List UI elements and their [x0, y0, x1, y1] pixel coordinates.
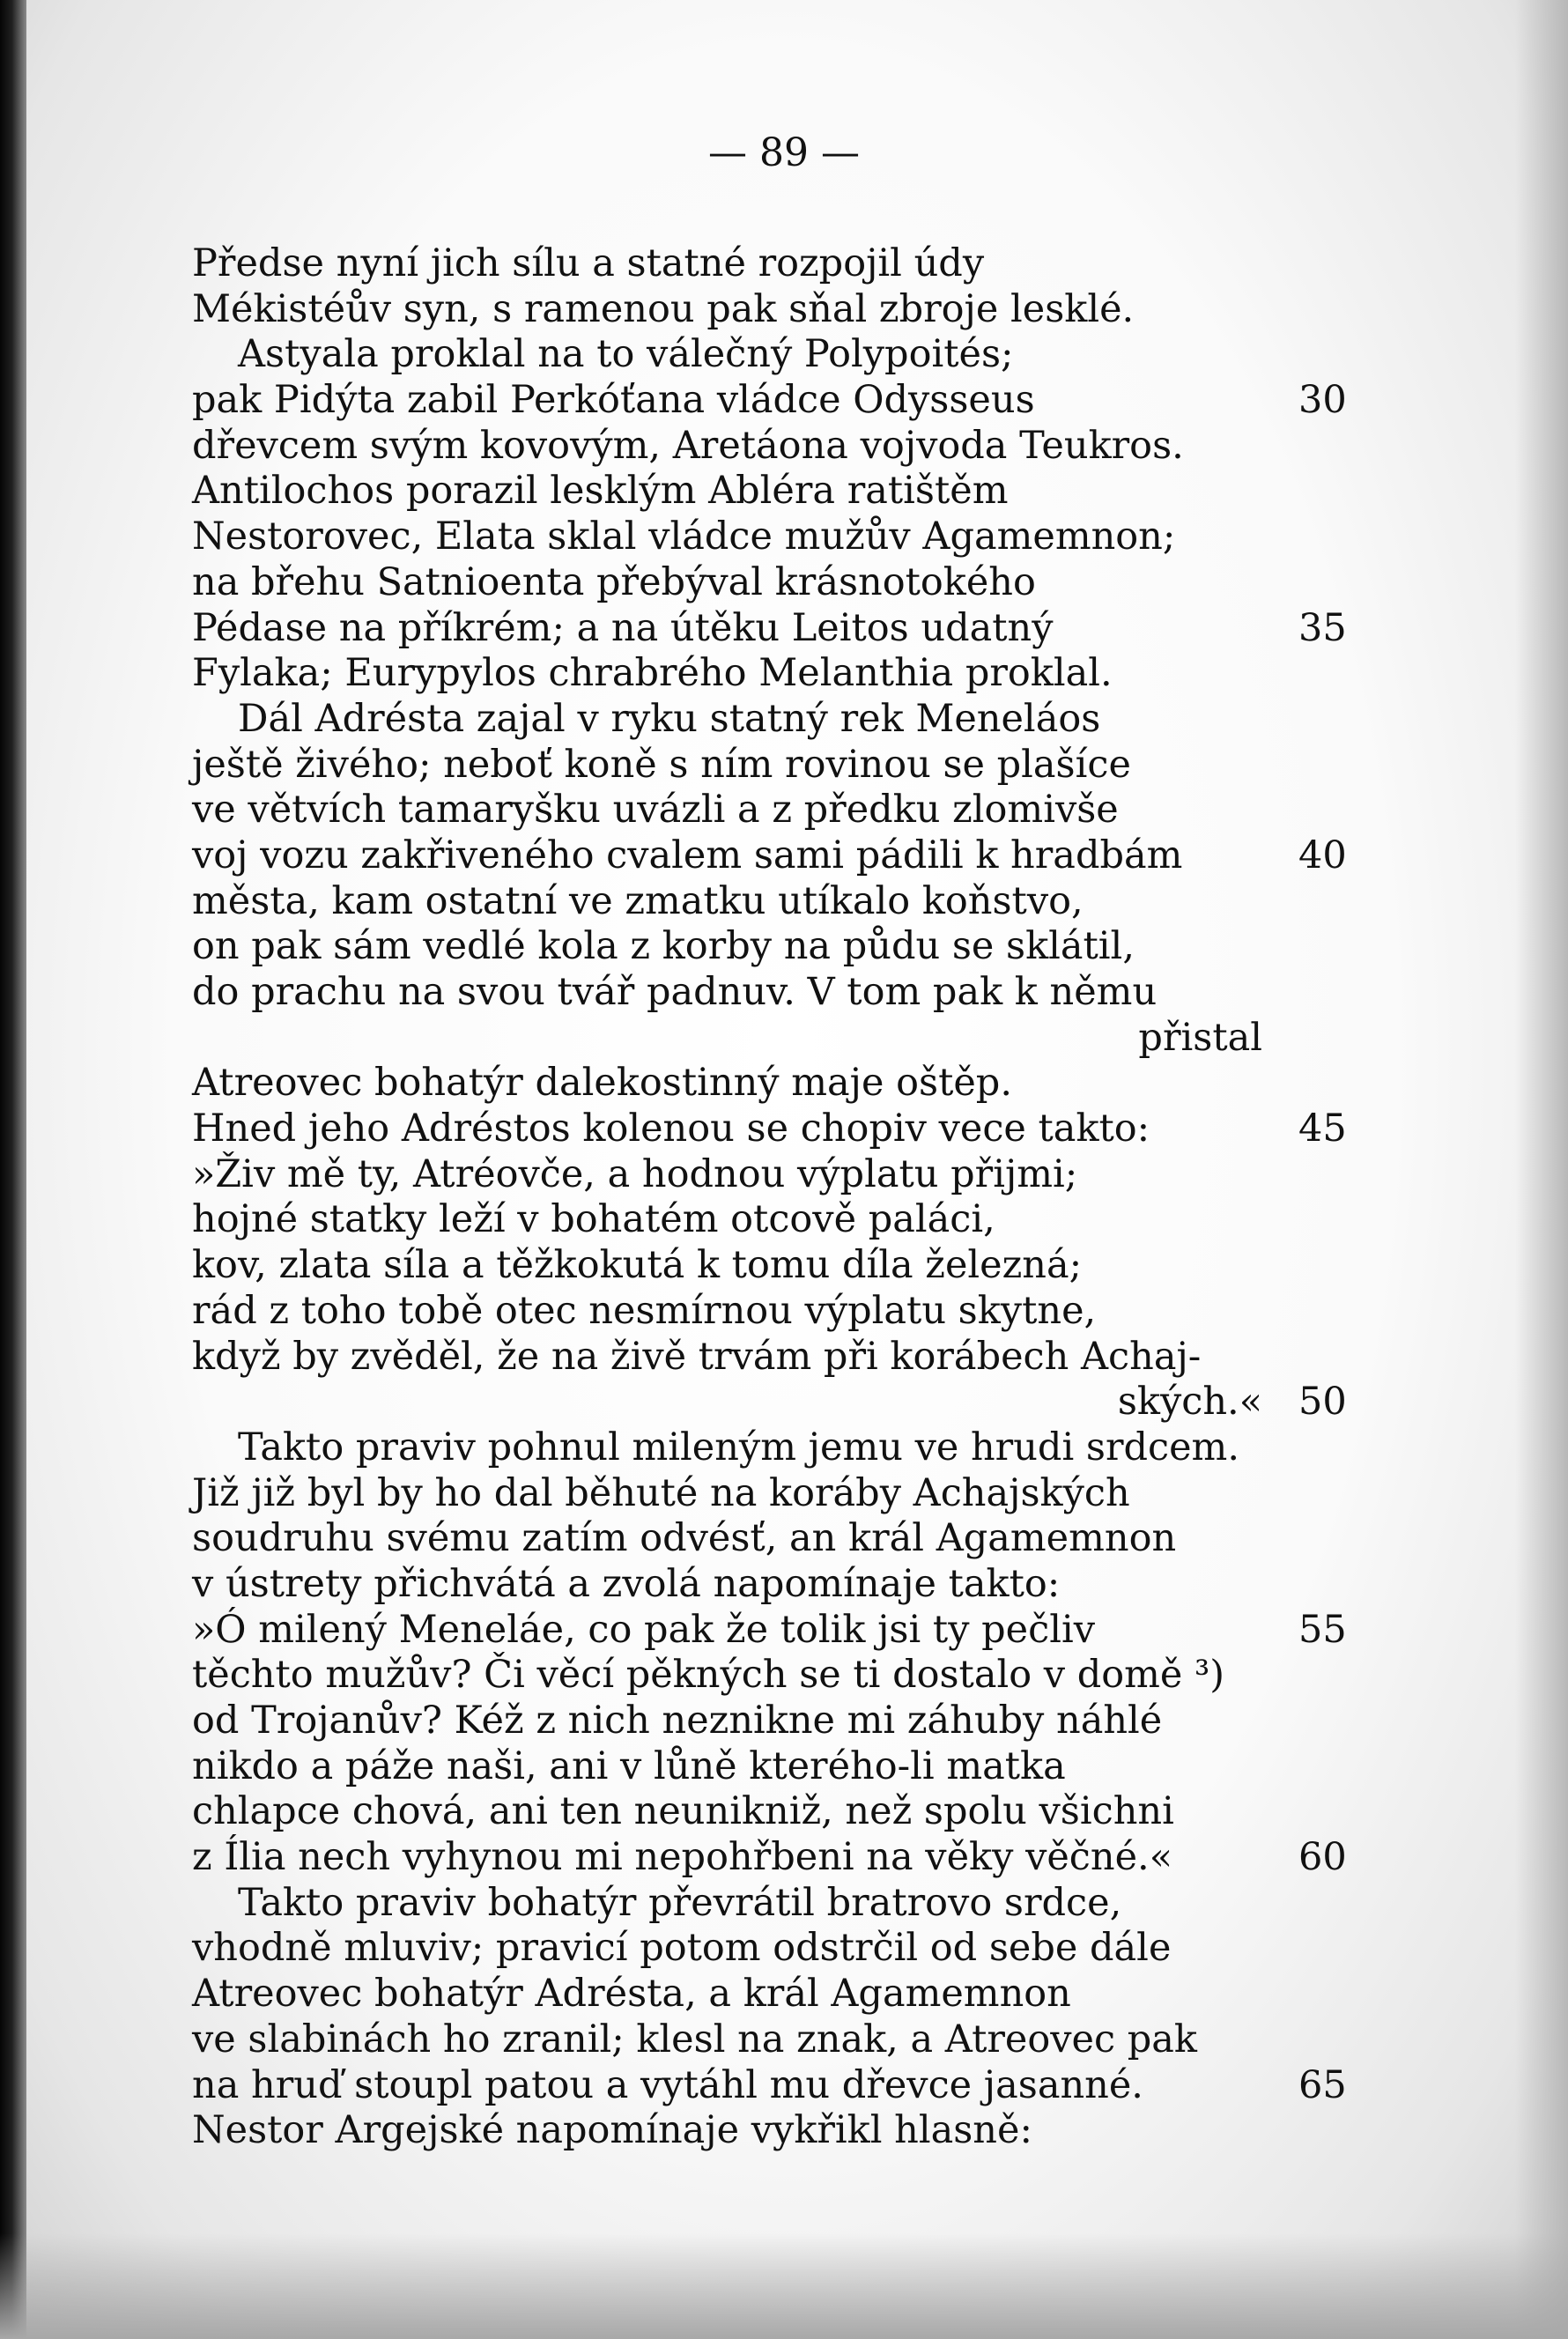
verse-line: dřevcem svým kovovým, Aretáona vojvoda Teukros. — [192, 423, 1184, 468]
page-edge-shading — [1515, 0, 1568, 2339]
verse-line: »Živ mě ty, Atréovče, a hodnou výplatu přijmi; — [192, 1151, 1078, 1196]
poem-text — [192, 241, 1364, 2154]
verse-line: města, kam ostatní ve zmatku utíkalo koňstvo, — [192, 878, 1084, 923]
verse-line: Nestorovec, Elata sklal vládce mužův Agamemnon; — [192, 514, 1176, 559]
verse-line: Takto praviv bohatýr převrátil bratrovo srdce, — [238, 1880, 1122, 1925]
verse-line: od Trojanův? Kéž z nich neznikne mi záhuby náhlé — [192, 1699, 1163, 1743]
verse-line: voj vozu zakřiveného cvalem sami pádili k hradbám 40 — [192, 833, 1347, 877]
verse-line: Takto praviv pohnul mileným jemu ve hrudi srdcem. — [238, 1425, 1240, 1469]
verse-line: nikdo a páže naši, ani v lůně kterého-li matka — [192, 1743, 1066, 1788]
verse-line: na břehu Satnioenta přebýval krásnotokého — [192, 559, 1036, 604]
page-number: — 89 — — [708, 130, 860, 175]
verse-line: hojné statky leží v bohatém otcově paláci, — [192, 1197, 995, 1242]
verse-line: ve větvích tamaryšku uvázli a z předku zlomivše — [192, 788, 1119, 833]
line-number: 45 — [1298, 1107, 1347, 1151]
verse-line-continuation: ských.« 50 — [1117, 1380, 1347, 1425]
line-number: 55 — [1298, 1607, 1347, 1652]
verse-line: Fylaka; Eurypylos chrabrého Melanthia proklal. — [192, 651, 1113, 696]
verse-line: když by zvěděl, že na živě trvám při korábech Achaj- — [192, 1334, 1202, 1379]
verse-line: Atreovec bohatýr Adrésta, a král Agamemnon — [192, 1972, 1071, 2017]
verse-line: Hned jeho Adréstos kolenou se chopiv vece takto: 45 — [192, 1107, 1347, 1151]
verse-line: Pédase na příkrém; a na útěku Leitos udatný 35 — [192, 605, 1347, 650]
verse-line: soudruhu svému zatím odvésť, an král Agamemnon — [192, 1516, 1177, 1561]
verse-line: Atreovec bohatýr dalekostinný maje oštěp. — [192, 1061, 1012, 1106]
verse-line: chlapce chová, ani ten neunikniž, než spolu všichni — [192, 1789, 1174, 1834]
line-number: 35 — [1298, 605, 1347, 650]
verse-line: v ústrety přichvátá a zvolá napomínaje takto: — [192, 1561, 1061, 1606]
verse-line: Astyala proklal na to válečný Polypoités; — [238, 332, 1014, 377]
verse-line: pak Pidýta zabil Perkóťana vládce Odysseus 30 — [192, 378, 1347, 423]
verse-line: do prachu na svou tvář padnuv. V tom pak k němu — [192, 970, 1158, 1014]
line-number: 40 — [1298, 833, 1347, 877]
verse-line-continuation: přistal — [1138, 1015, 1262, 1060]
verse-line: Antilochos porazil lesklým Abléra ratištěm — [192, 469, 1009, 514]
line-number: 30 — [1298, 378, 1347, 423]
verse-line: z Ília nech vyhynou mi nepohřbeni na věky věčné.« 60 — [192, 1835, 1347, 1880]
page-bottom-shading — [0, 2233, 1568, 2339]
verse-line: Mékistéův syn, s ramenou pak sňal zbroje lesklé. — [192, 286, 1135, 331]
verse-line: ještě živého; neboť koně s ním rovinou se plašíce — [192, 742, 1131, 787]
verse-line: Nestor Argejské napomínaje vykřikl hlasně: — [192, 2108, 1032, 2153]
verse-line: Předse nyní jich sílu a statné rozpojil údy — [192, 241, 985, 285]
book-spine-shadow — [0, 0, 26, 2339]
verse-line: těchto mužův? Či věcí pěkných se ti dostalo v domě ³) — [192, 1653, 1225, 1698]
verse-line: on pak sám vedlé kola z korby na půdu se sklátil, — [192, 924, 1135, 969]
verse-line: vhodně mluviv; pravicí potom odstrčil od sebe dále — [192, 1926, 1172, 1971]
line-number: 60 — [1298, 1835, 1347, 1880]
line-number: 50 — [1298, 1380, 1347, 1425]
verse-line: kov, zlata síla a těžkokutá k tomu díla železná; — [192, 1243, 1083, 1288]
verse-line: »Ó milený Meneláe, co pak že tolik jsi ty pečliv 55 — [192, 1607, 1347, 1652]
verse-line: rád z toho tobě otec nesmírnou výplatu skytne, — [192, 1288, 1097, 1333]
verse-line: ve slabinách ho zranil; klesl na znak, a Atreovec pak — [192, 2017, 1197, 2061]
line-number: 65 — [1298, 2062, 1347, 2107]
verse-line: Již již byl by ho dal běhuté na koráby Achajských — [192, 1470, 1130, 1515]
verse-line: Dál Adrésta zajal v ryku statný rek Meneláos — [238, 696, 1101, 741]
verse-line: na hruď stoupl patou a vytáhl mu dřevce jasanné. 65 — [192, 2062, 1347, 2107]
